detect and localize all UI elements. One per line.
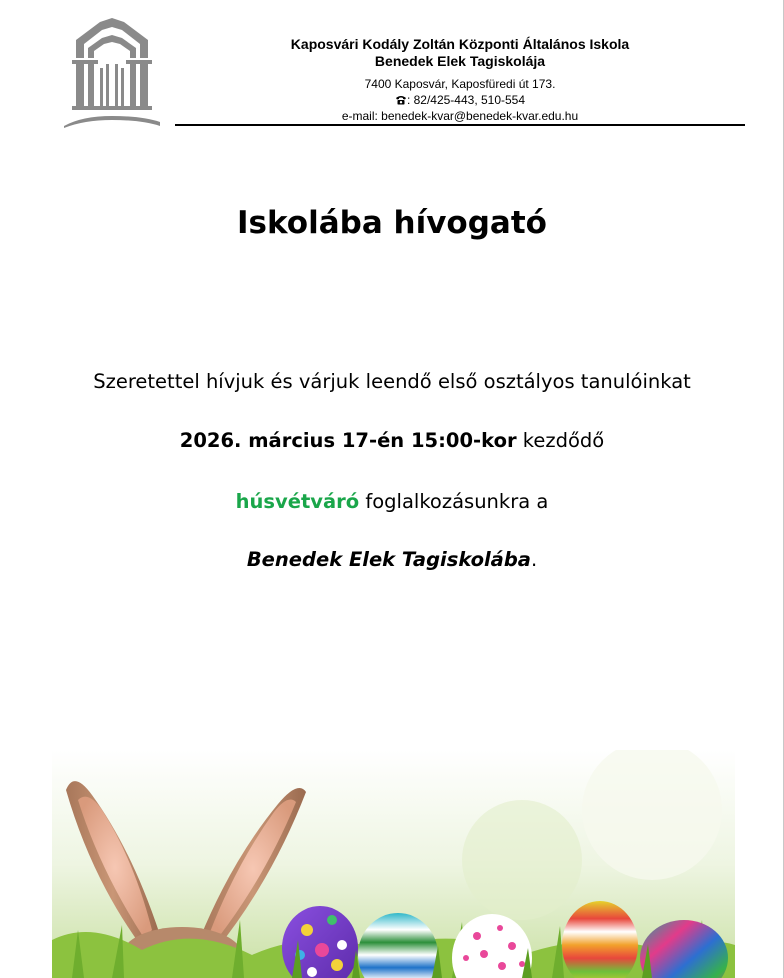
easter-banner <box>52 750 735 978</box>
invitation-line-2 <box>0 429 784 452</box>
event-name: húsvétváró <box>235 490 360 513</box>
line-3-suffix: foglalkozásunkra a <box>359 490 549 513</box>
invitation-line-4 <box>0 548 784 571</box>
header-rule <box>175 124 745 126</box>
phone-numbers: : 82/425-443, 510-554 <box>406 93 526 107</box>
line-2-suffix: kezdődő <box>516 429 605 452</box>
event-date-time: 2026. március 17-én 15:00-kor <box>179 429 517 452</box>
branch-name: Benedek Elek Tagiskolája <box>374 53 546 69</box>
school-email[interactable]: e-mail: benedek-kvar@benedek-kvar.edu.hu <box>341 109 579 123</box>
venue-name: Benedek Elek Tagiskolába <box>246 548 531 571</box>
invitation-line-3 <box>0 490 784 513</box>
school-logo <box>62 18 162 133</box>
venue-suffix: . <box>530 548 538 571</box>
school-phone <box>230 93 690 107</box>
invitation-line-1: Szeretettel hívjuk és várjuk leendő első osztályos tanulóinkat <box>93 370 691 393</box>
school-name: Kaposvári Kodály Zoltán Központi Általános Iskola <box>290 36 630 52</box>
school-address: 7400 Kaposvár, Kaposfüredi út 173. <box>364 77 556 91</box>
page-title: Iskolába hívogató <box>237 205 547 241</box>
phone-icon <box>395 95 407 105</box>
